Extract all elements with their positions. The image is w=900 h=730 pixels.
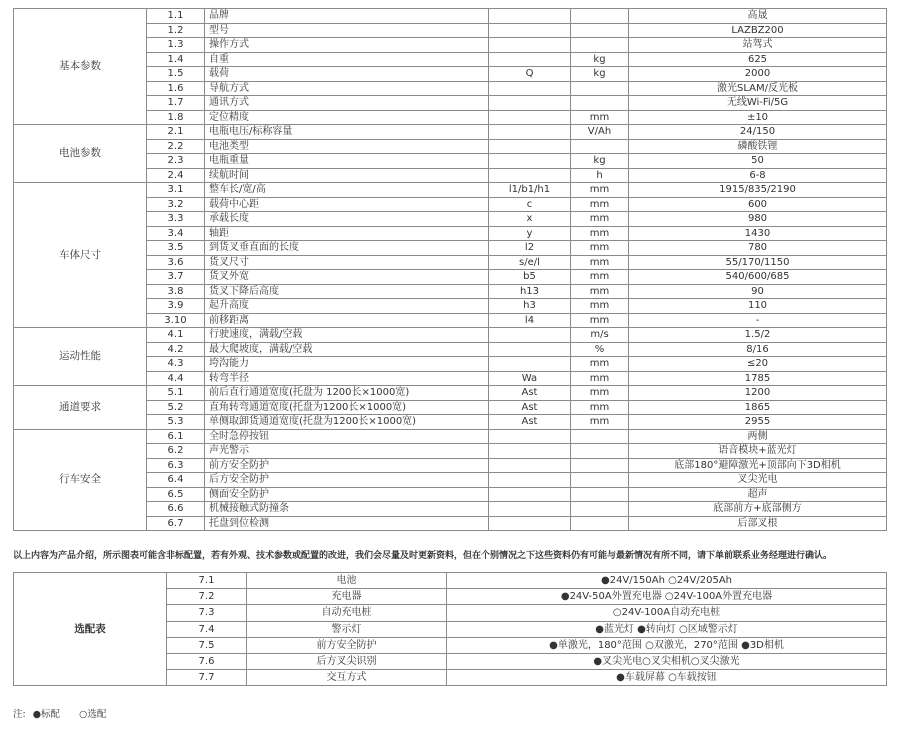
item-number-cell: 6.2 [147,444,205,459]
unit-cell: mm [571,212,629,227]
option-name-cell: 后方叉尖识别 [247,653,447,669]
item-name-cell: 前方安全防护 [205,458,489,473]
item-number-cell: 3.3 [147,212,205,227]
item-number-cell: 4.2 [147,342,205,357]
symbol-cell [489,458,571,473]
item-number-cell: 1.8 [147,110,205,125]
value-cell: 8/16 [629,342,887,357]
item-number-cell: 6.3 [147,458,205,473]
spec-row [14,183,887,198]
item-number-cell: 6.6 [147,502,205,517]
item-number-cell: 1.3 [147,38,205,53]
unit-cell [571,444,629,459]
item-number-cell: 3.7 [147,270,205,285]
option-value-cell: ●单激光，180°范围 ○双激光，270°范围 ●3D相机 [447,637,887,653]
item-name-cell: 电瓶电压/标称容量 [205,125,489,140]
value-cell: ±10 [629,110,887,125]
value-cell: 625 [629,52,887,67]
value-cell: 980 [629,212,887,227]
symbol-cell [489,110,571,125]
unit-cell: mm [571,270,629,285]
item-name-cell: 后方安全防护 [205,473,489,488]
unit-cell: mm [571,284,629,299]
item-name-cell: 直角转弯通道宽度(托盘为1200长×1000宽) [205,400,489,415]
option-number-cell: 7.2 [167,589,247,605]
unit-cell: mm [571,371,629,386]
symbol-cell [489,444,571,459]
item-name-cell: 单侧取卸货通道宽度(托盘为1200长×1000宽) [205,415,489,430]
unit-cell: mm [571,313,629,328]
item-number-cell: 1.2 [147,23,205,38]
value-cell: 1.5/2 [629,328,887,343]
item-name-cell: 品牌 [205,9,489,24]
value-cell: 底部前方+底部侧方 [629,502,887,517]
value-cell: 两侧 [629,429,887,444]
unit-cell: mm [571,400,629,415]
item-number-cell: 5.1 [147,386,205,401]
item-number-cell: 2.4 [147,168,205,183]
option-number-cell: 7.5 [167,637,247,653]
item-name-cell: 电瓶重量 [205,154,489,169]
symbol-cell [489,9,571,24]
option-name-cell: 前方安全防护 [247,637,447,653]
item-name-cell: 声光警示 [205,444,489,459]
option-number-cell: 7.1 [167,573,247,589]
unit-cell [571,473,629,488]
value-cell: 50 [629,154,887,169]
symbol-cell: l4 [489,313,571,328]
symbol-cell [489,342,571,357]
symbol-cell: Wa [489,371,571,386]
value-cell: 110 [629,299,887,314]
symbol-cell [489,473,571,488]
value-cell: ≤20 [629,357,887,372]
unit-cell: kg [571,154,629,169]
symbol-cell [489,328,571,343]
item-number-cell: 3.8 [147,284,205,299]
item-number-cell: 5.2 [147,400,205,415]
item-number-cell: 6.7 [147,516,205,531]
unit-cell: h [571,168,629,183]
item-number-cell: 3.5 [147,241,205,256]
option-name-cell: 自动充电桩 [247,605,447,621]
option-value-cell: ●24V-50A外置充电器 ○24V-100A外置充电器 [447,589,887,605]
item-name-cell: 垮沟能力 [205,357,489,372]
unit-cell: kg [571,67,629,82]
item-name-cell: 载荷 [205,67,489,82]
option-value-cell: ●蓝光灯 ●转向灯 ○区域警示灯 [447,621,887,637]
symbol-cell: h3 [489,299,571,314]
item-number-cell: 1.7 [147,96,205,111]
value-cell: 2000 [629,67,887,82]
value-cell: 1430 [629,226,887,241]
item-number-cell: 2.1 [147,125,205,140]
item-number-cell: 2.2 [147,139,205,154]
unit-cell [571,516,629,531]
category-cell: 车体尺寸 [14,183,147,328]
value-cell: 底部180°避障激光+顶部向下3D相机 [629,458,887,473]
unit-cell: mm [571,110,629,125]
item-number-cell: 5.3 [147,415,205,430]
item-name-cell: 货叉尺寸 [205,255,489,270]
item-number-cell: 3.6 [147,255,205,270]
unit-cell: mm [571,183,629,198]
unit-cell [571,9,629,24]
option-number-cell: 7.6 [167,653,247,669]
item-number-cell: 1.4 [147,52,205,67]
symbol-cell [489,52,571,67]
symbol-cell: x [489,212,571,227]
unit-cell [571,23,629,38]
unit-cell: mm [571,357,629,372]
option-name-cell: 警示灯 [247,621,447,637]
spec-row [14,9,887,24]
value-cell: 540/600/685 [629,270,887,285]
unit-cell [571,502,629,517]
unit-cell: mm [571,386,629,401]
item-name-cell: 货叉下降后高度 [205,284,489,299]
option-name-cell: 充电器 [247,589,447,605]
symbol-cell: l1/b1/h1 [489,183,571,198]
item-name-cell: 托盘到位检测 [205,516,489,531]
value-cell: 1785 [629,371,887,386]
legend-prefix: 注: [13,709,26,720]
symbol-cell [489,139,571,154]
unit-cell: m/s [571,328,629,343]
category-cell: 电池参数 [14,125,147,183]
symbol-cell [489,125,571,140]
item-number-cell: 1.6 [147,81,205,96]
item-name-cell: 全时急停按钮 [205,429,489,444]
spec-row [14,328,887,343]
options-table [13,572,887,686]
value-cell: 高晟 [629,9,887,24]
item-name-cell: 整车长/宽/高 [205,183,489,198]
item-name-cell: 通讯方式 [205,96,489,111]
symbol-cell [489,502,571,517]
item-number-cell: 3.9 [147,299,205,314]
disclaimer-note: 以上内容为产品介绍，所示图表可能含非标配置，若有外观、技术参数或配置的改进，我们会尽量及时更新资料，但在个别情况之下这些资料仍有可能与最新情况有所不同，请下单前联系业务经理进行确认。 [13,551,833,561]
item-name-cell: 起升高度 [205,299,489,314]
value-cell: 激光SLAM/反光板 [629,81,887,96]
symbol-cell [489,487,571,502]
item-number-cell: 3.10 [147,313,205,328]
unit-cell: % [571,342,629,357]
value-cell: 超声 [629,487,887,502]
symbol-cell [489,357,571,372]
spec-row [14,386,887,401]
item-number-cell: 6.4 [147,473,205,488]
symbol-cell [489,23,571,38]
value-cell: 90 [629,284,887,299]
unit-cell [571,81,629,96]
symbol-cell: Ast [489,386,571,401]
value-cell: 无线Wi-Fi/5G [629,96,887,111]
symbol-cell: y [489,226,571,241]
symbol-cell: c [489,197,571,212]
unit-cell: mm [571,197,629,212]
option-name-cell: 交互方式 [247,670,447,686]
item-name-cell: 最大爬坡度，满载/空载 [205,342,489,357]
item-name-cell: 前移距离 [205,313,489,328]
value-cell: 后部叉根 [629,516,887,531]
symbol-cell: b5 [489,270,571,285]
symbol-cell [489,154,571,169]
value-cell: 780 [629,241,887,256]
unit-cell: V/Ah [571,125,629,140]
value-cell: 1200 [629,386,887,401]
item-name-cell: 前后直行通道宽度(托盘为 1200长×1000宽) [205,386,489,401]
item-name-cell: 行驶速度，满载/空载 [205,328,489,343]
item-number-cell: 4.1 [147,328,205,343]
item-number-cell: 3.2 [147,197,205,212]
unit-cell [571,429,629,444]
item-number-cell: 1.1 [147,9,205,24]
unit-cell: mm [571,226,629,241]
option-value-cell: ●24V/150Ah ○24V/205Ah [447,573,887,589]
value-cell: 55/170/1150 [629,255,887,270]
value-cell: 站驾式 [629,38,887,53]
value-cell: 24/150 [629,125,887,140]
option-value-cell: ●叉尖光电○叉尖相机○叉尖激光 [447,653,887,669]
options-category-cell: 选配表 [14,573,167,686]
value-cell: - [629,313,887,328]
category-cell: 通道要求 [14,386,147,430]
unit-cell [571,458,629,473]
item-name-cell: 侧面安全防护 [205,487,489,502]
value-cell: 600 [629,197,887,212]
item-name-cell: 导航方式 [205,81,489,96]
item-number-cell: 2.3 [147,154,205,169]
item-name-cell: 承载长度 [205,212,489,227]
value-cell: LAZBZ200 [629,23,887,38]
symbol-cell: Ast [489,400,571,415]
unit-cell: mm [571,241,629,256]
item-name-cell: 操作方式 [205,38,489,53]
legend [13,706,110,720]
symbol-cell: h13 [489,284,571,299]
item-name-cell: 电池类型 [205,139,489,154]
option-number-cell: 7.4 [167,621,247,637]
spec-table [13,8,887,531]
item-name-cell: 载荷中心距 [205,197,489,212]
symbol-cell [489,38,571,53]
category-cell: 基本参数 [14,9,147,125]
unit-cell: kg [571,52,629,67]
category-cell: 运动性能 [14,328,147,386]
symbol-cell: s/e/l [489,255,571,270]
spec-row [14,125,887,140]
value-cell: 6-8 [629,168,887,183]
option-number-cell: 7.7 [167,670,247,686]
value-cell: 1915/835/2190 [629,183,887,198]
symbol-cell: Q [489,67,571,82]
unit-cell [571,139,629,154]
symbol-cell: Ast [489,415,571,430]
unit-cell: mm [571,255,629,270]
option-row [14,573,887,589]
item-number-cell: 3.1 [147,183,205,198]
value-cell: 2955 [629,415,887,430]
item-name-cell: 续航时间 [205,168,489,183]
item-number-cell: 6.1 [147,429,205,444]
option-number-cell: 7.3 [167,605,247,621]
unit-cell [571,38,629,53]
item-number-cell: 6.5 [147,487,205,502]
item-number-cell: 4.3 [147,357,205,372]
legend-standard: ●标配 [32,709,61,720]
symbol-cell [489,429,571,444]
symbol-cell [489,168,571,183]
option-value-cell: ●车载屏幕 ○车载按钮 [447,670,887,686]
value-cell: 磷酸铁锂 [629,139,887,154]
item-name-cell: 转弯半径 [205,371,489,386]
spec-row [14,429,887,444]
item-name-cell: 货叉外宽 [205,270,489,285]
item-name-cell: 轴距 [205,226,489,241]
item-number-cell: 3.4 [147,226,205,241]
symbol-cell: l2 [489,241,571,256]
item-number-cell: 1.5 [147,67,205,82]
item-name-cell: 机械接触式防撞条 [205,502,489,517]
symbol-cell [489,81,571,96]
option-name-cell: 电池 [247,573,447,589]
item-name-cell: 型号 [205,23,489,38]
unit-cell: mm [571,299,629,314]
unit-cell [571,96,629,111]
symbol-cell [489,516,571,531]
value-cell: 1865 [629,400,887,415]
legend-optional: ○选配 [79,709,107,720]
item-name-cell: 定位精度 [205,110,489,125]
category-cell: 行车安全 [14,429,147,531]
unit-cell: mm [571,415,629,430]
value-cell: 叉尖光电 [629,473,887,488]
value-cell: 语音模块+蓝光灯 [629,444,887,459]
item-name-cell: 自重 [205,52,489,67]
item-number-cell: 4.4 [147,371,205,386]
option-value-cell: ○24V-100A自动充电桩 [447,605,887,621]
symbol-cell [489,96,571,111]
unit-cell [571,487,629,502]
item-name-cell: 到货叉垂直面的长度 [205,241,489,256]
